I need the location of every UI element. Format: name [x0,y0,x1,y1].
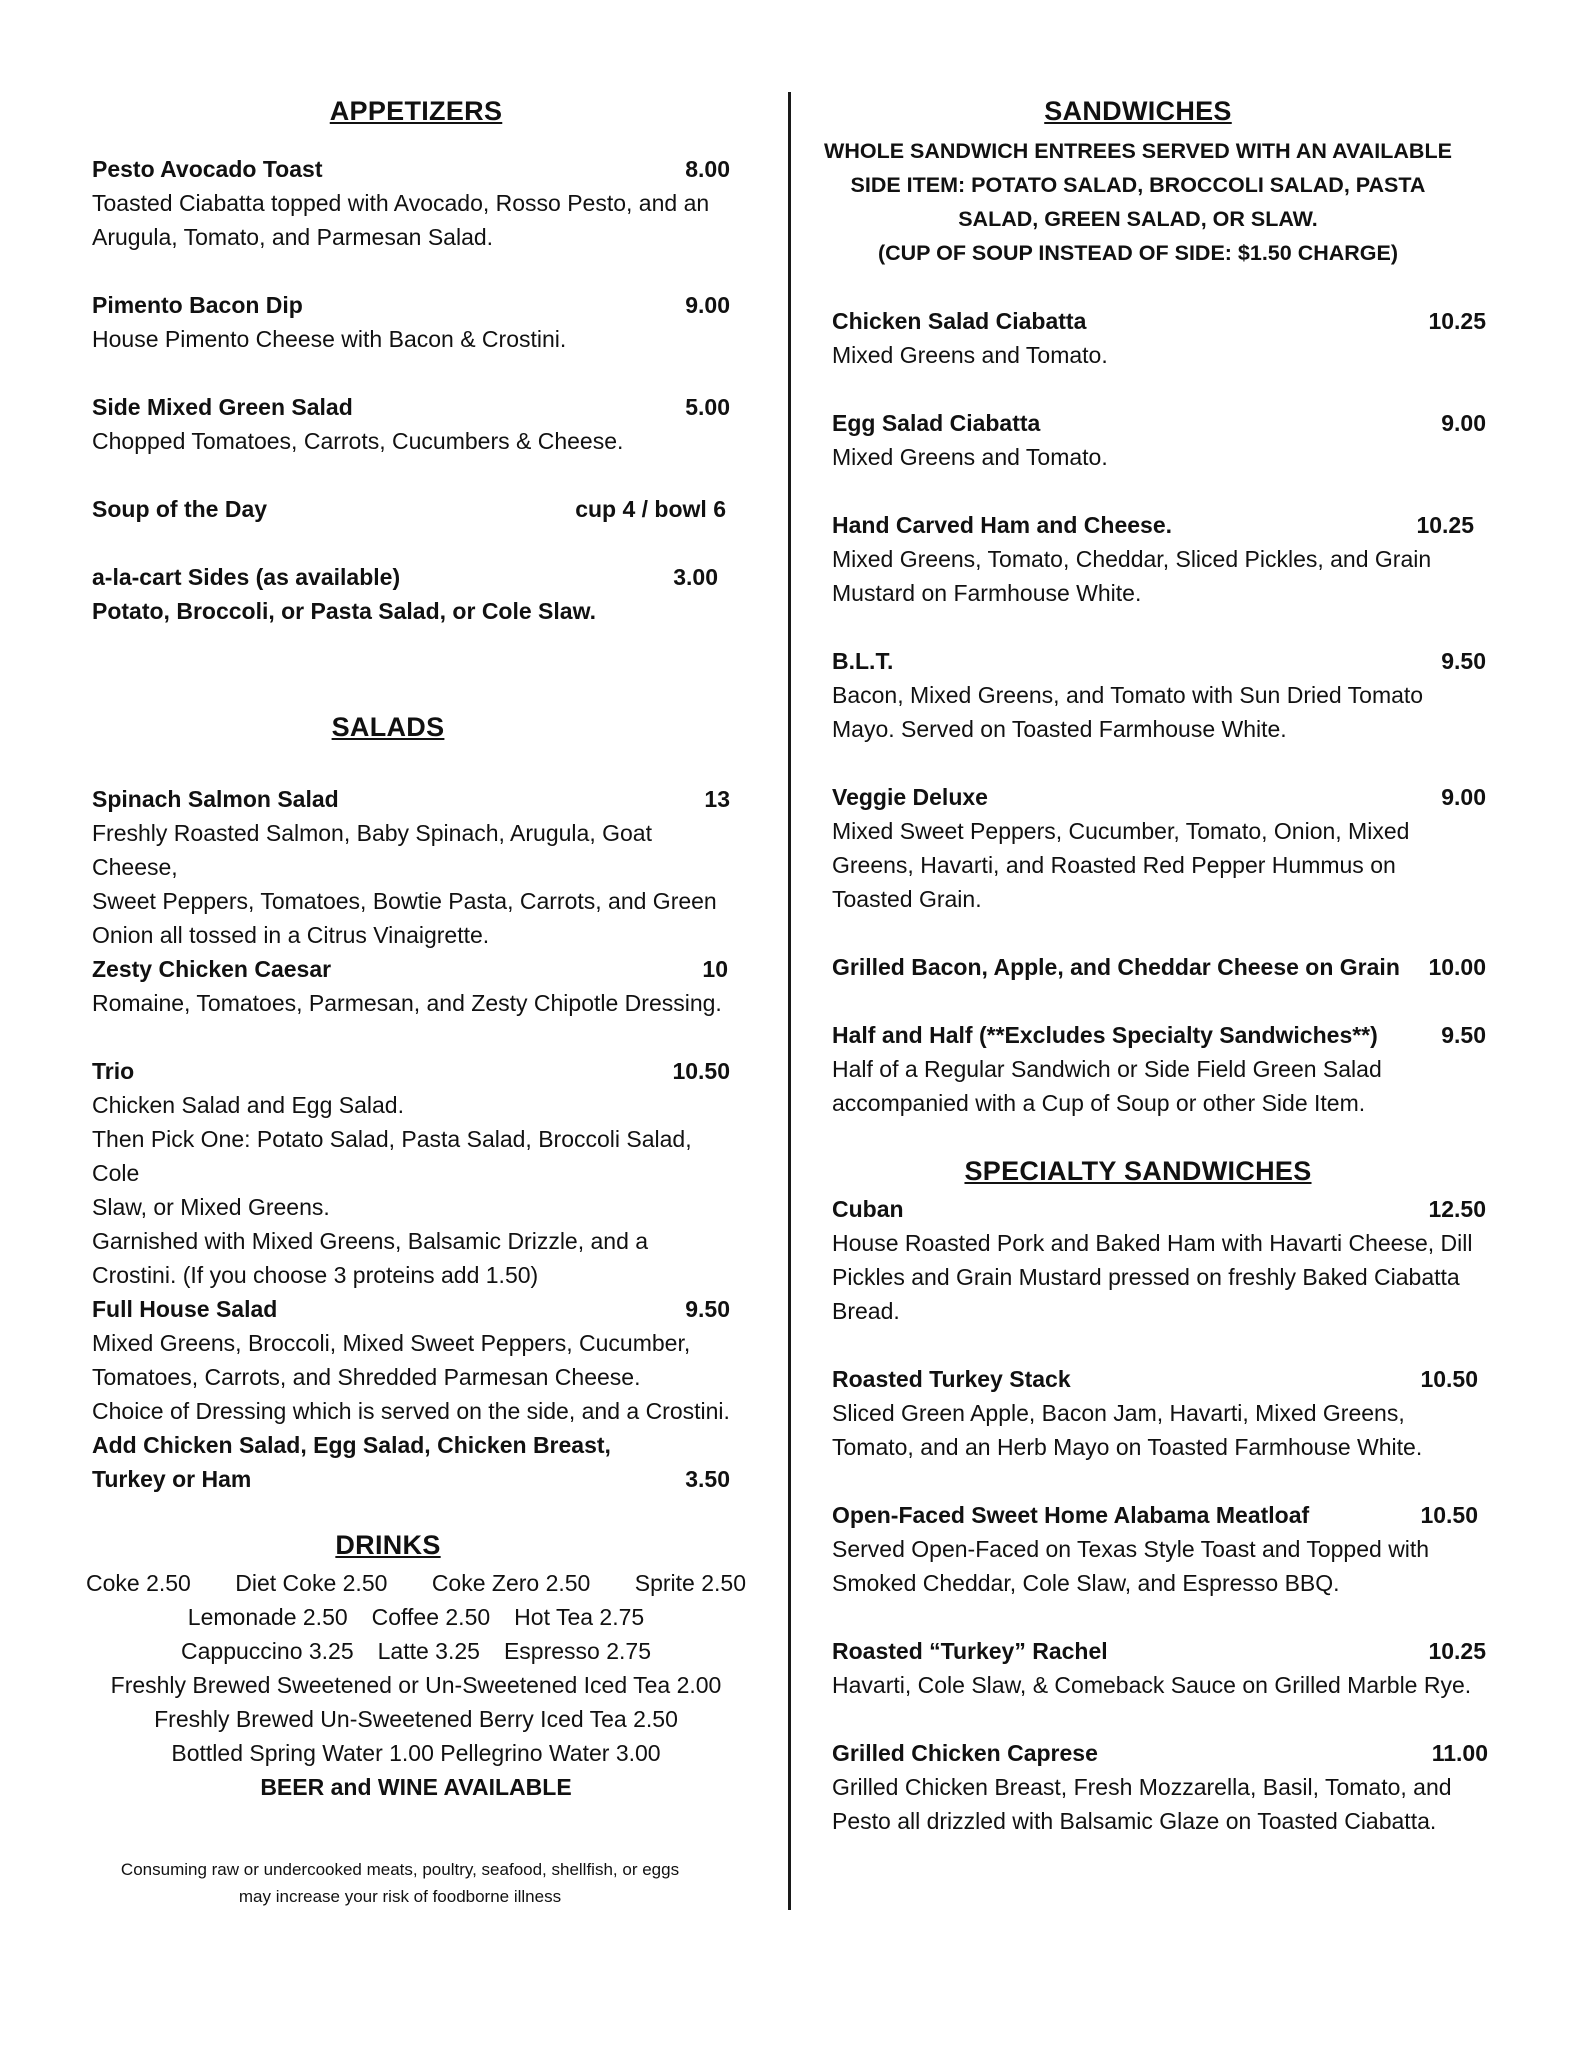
item-description: Mayo. Served on Toasted Farmhouse White. [832,716,1287,742]
item-price: 10.50 [672,1058,730,1084]
item-price: 9.50 [1441,1022,1486,1048]
item-description: Mixed Greens and Tomato. [832,444,1108,470]
drinks-line: Bottled Spring Water 1.00 Pellegrino Water 3.00 [171,1740,661,1766]
menu-item [92,152,740,254]
item-description: House Roasted Pork and Baked Ham with Havarti Cheese, Dill [832,1230,1473,1256]
health-advisory [76,1856,724,1910]
item-description: Arugula, Tomato, and Parmesan Salad. [92,224,494,250]
item-name: Open-Faced Sweet Home Alabama Meatloaf [832,1502,1310,1528]
menu-item [832,1018,1486,1120]
item-price: 12.50 [1428,1196,1486,1222]
column-divider [788,92,791,1910]
item-name: Hand Carved Ham and Cheese. [832,512,1173,538]
drinks-line: Freshly Brewed Sweetened or Un-Sweetened Iced Tea 2.00 [110,1672,722,1698]
item-description: Tomatoes, Carrots, and Shredded Parmesan Cheese. [92,1364,641,1390]
item-description: Potato, Broccoli, or Pasta Salad, or Cole Slaw. [92,598,597,624]
item-description: Slaw, or Mixed Greens. [92,1194,330,1220]
item-name: Trio [92,1058,135,1084]
drink-item: Latte 3.25 [377,1638,480,1664]
item-price: 10.50 [1420,1502,1478,1528]
item-description: Smoked Cheddar, Cole Slaw, and Espresso BBQ. [832,1570,1340,1596]
side-note-line: WHOLE SANDWICH ENTREES SERVED WITH AN AVAILABLE [824,139,1452,163]
item-name: Soup of the Day [92,496,268,522]
item-name: Full House Salad [92,1296,278,1322]
menu-item [832,508,1486,610]
drinks-heading: DRINKS [335,1530,441,1560]
item-price: 10.25 [1416,512,1474,538]
item-name: Zesty Chicken Caesar [92,956,332,982]
item-description: House Pimento Cheese with Bacon & Crostini. [92,326,567,352]
salads-heading: SALADS [331,712,445,742]
item-description: Mustard on Farmhouse White. [832,580,1142,606]
item-description: Mixed Greens, Tomato, Cheddar, Sliced Pickles, and Grain [832,546,1432,572]
item-price: cup 4 / bowl 6 [575,496,726,522]
item-name: Half and Half (**Excludes Specialty Sandwiches**) [832,1022,1378,1048]
item-description: Served Open-Faced on Texas Style Toast and Topped with [832,1536,1430,1562]
item-description: Onion all tossed in a Citrus Vinaigrette. [92,922,490,948]
item-description: Tomato, and an Herb Mayo on Toasted Farmhouse White. [832,1434,1423,1460]
item-price: 8.00 [685,156,730,182]
item-name: Grilled Chicken Caprese [832,1740,1098,1766]
side-note-line: SALAD, GREEN SALAD, OR SLAW. [958,207,1318,231]
item-price: 10.25 [1428,1638,1486,1664]
item-description: Bread. [832,1298,900,1324]
menu-item [832,1362,1486,1464]
drink-item: Coke 2.50 [86,1570,191,1596]
item-name: Pimento Bacon Dip [92,292,303,318]
item-description: Sweet Peppers, Tomatoes, Bowtie Pasta, Carrots, and Green [92,888,717,914]
item-description: Toasted Grain. [832,886,982,912]
item-description: Toasted Ciabatta topped with Avocado, Rosso Pesto, and an [92,190,710,216]
menu-item [92,782,740,952]
add-on-name: Turkey or Ham [92,1466,252,1492]
menu-item [832,1192,1486,1328]
drink-item: Sprite 2.50 [634,1570,746,1596]
item-price: 9.00 [1441,410,1486,436]
side-note-line: SIDE ITEM: POTATO SALAD, BROCCOLI SALAD, PASTA [850,173,1426,197]
item-name: Pesto Avocado Toast [92,156,323,182]
item-price: 9.50 [1441,648,1486,674]
item-description: Choice of Dressing which is served on the side, and a Crostini. [92,1398,730,1424]
item-price: 3.00 [673,564,718,590]
menu-item [92,492,740,526]
item-description: Freshly Roasted Salmon, Baby Spinach, Arugula, Goat Cheese, [92,820,652,880]
item-name: Roasted Turkey Stack [832,1366,1071,1392]
item-description: Pesto all drizzled with Balsamic Glaze on Toasted Ciabatta. [832,1808,1437,1834]
item-name: Veggie Deluxe [832,784,988,810]
menu-item [832,644,1486,746]
item-description: Grilled Chicken Breast, Fresh Mozzarella, Basil, Tomato, and [832,1774,1452,1800]
menu-item [832,950,1486,984]
item-description: Bacon, Mixed Greens, and Tomato with Sun Dried Tomato [832,682,1424,708]
item-name: Grilled Bacon, Apple, and Cheddar Cheese on Grain [832,954,1400,980]
add-on-name: Add Chicken Salad, Egg Salad, Chicken Breast, [92,1432,611,1458]
menu-item [92,1054,740,1292]
item-price: 13 [704,786,730,812]
drink-item: Coke Zero 2.50 [431,1570,591,1596]
item-description: Chicken Salad and Egg Salad. [92,1092,404,1118]
drinks-row [86,1566,746,1600]
item-name: a-la-cart Sides (as available) [92,564,401,590]
item-name: Spinach Salmon Salad [92,786,339,812]
item-description: Half of a Regular Sandwich or Side Field Green Salad [832,1056,1382,1082]
item-name: Side Mixed Green Salad [92,394,353,420]
item-description: Chopped Tomatoes, Carrots, Cucumbers & Cheese. [92,428,624,454]
menu-item [832,1498,1486,1600]
item-name: Egg Salad Ciabatta [832,410,1041,436]
menu-item [92,1292,740,1496]
beer-wine-note: BEER and WINE AVAILABLE [260,1774,572,1800]
item-description: Garnished with Mixed Greens, Balsamic Drizzle, and a [92,1228,649,1254]
appetizers-heading: APPETIZERS [329,96,503,126]
item-price: 9.00 [685,292,730,318]
item-name: B.L.T. [832,648,894,674]
drink-item: Hot Tea 2.75 [514,1604,645,1630]
menu-item [832,406,1486,474]
specialty-sandwiches-heading: SPECIALTY SANDWICHES [964,1156,1312,1186]
item-description: Then Pick One: Potato Salad, Pasta Salad, Broccoli Salad, Cole [92,1126,692,1186]
sandwiches-heading: SANDWICHES [1044,96,1232,126]
item-name: Chicken Salad Ciabatta [832,308,1087,334]
health-advisory-line: may increase your risk of foodborne illness [238,1887,562,1906]
item-description: Crostini. (If you choose 3 proteins add 1.50) [92,1262,539,1288]
item-description: Pickles and Grain Mustard pressed on freshly Baked Ciabatta [832,1264,1460,1290]
item-description: Sliced Green Apple, Bacon Jam, Havarti, Mixed Greens, [832,1400,1405,1426]
item-price: 10.50 [1420,1366,1478,1392]
drink-item: Coffee 2.50 [371,1604,491,1630]
item-description: Greens, Havarti, and Roasted Red Pepper Hummus on [832,852,1396,878]
menu-item [832,304,1486,372]
drink-item: Espresso 2.75 [503,1638,651,1664]
health-advisory-line: Consuming raw or undercooked meats, poultry, seafood, shellfish, or eggs [120,1860,680,1879]
drink-item: Lemonade 2.50 [187,1604,348,1630]
item-description: Romaine, Tomatoes, Parmesan, and Zesty Chipotle Dressing. [92,990,722,1016]
item-description: Mixed Greens, Broccoli, Mixed Sweet Peppers, Cucumber, [92,1330,691,1356]
side-note-line: (CUP OF SOUP INSTEAD OF SIDE: $1.50 CHARGE) [877,241,1399,265]
item-price: 5.00 [685,394,730,420]
item-price: 10.25 [1428,308,1486,334]
item-price: 11.00 [1431,1740,1488,1766]
item-name: Cuban [832,1196,904,1222]
item-price: 10 [702,956,728,982]
item-price: 9.00 [1441,784,1486,810]
item-description: Mixed Greens and Tomato. [832,342,1108,368]
menu-item [832,780,1486,916]
item-description: Havarti, Cole Slaw, & Comeback Sauce on Grilled Marble Rye. [832,1672,1472,1698]
drinks-list [86,1566,746,1804]
sandwiches-side-note [814,134,1462,270]
menu-item [92,560,740,628]
menu-item [832,1736,1488,1838]
menu-item [92,952,740,1020]
drinks-row [86,1634,746,1668]
menu-item [92,390,740,458]
add-on-price: 3.50 [685,1466,730,1492]
menu-item [92,288,740,356]
drinks-row [86,1600,746,1634]
item-price: 10.00 [1428,954,1486,980]
item-description: Mixed Sweet Peppers, Cucumber, Tomato, Onion, Mixed [832,818,1410,844]
menu-item [832,1634,1486,1702]
drink-item: Cappuccino 3.25 [181,1638,354,1664]
item-price: 9.50 [685,1296,730,1322]
drink-item: Diet Coke 2.50 [235,1570,388,1596]
item-name: Roasted “Turkey” Rachel [832,1638,1108,1664]
drinks-line: Freshly Brewed Un-Sweetened Berry Iced Tea 2.50 [154,1706,678,1732]
item-description: accompanied with a Cup of Soup or other Side Item. [832,1090,1366,1116]
